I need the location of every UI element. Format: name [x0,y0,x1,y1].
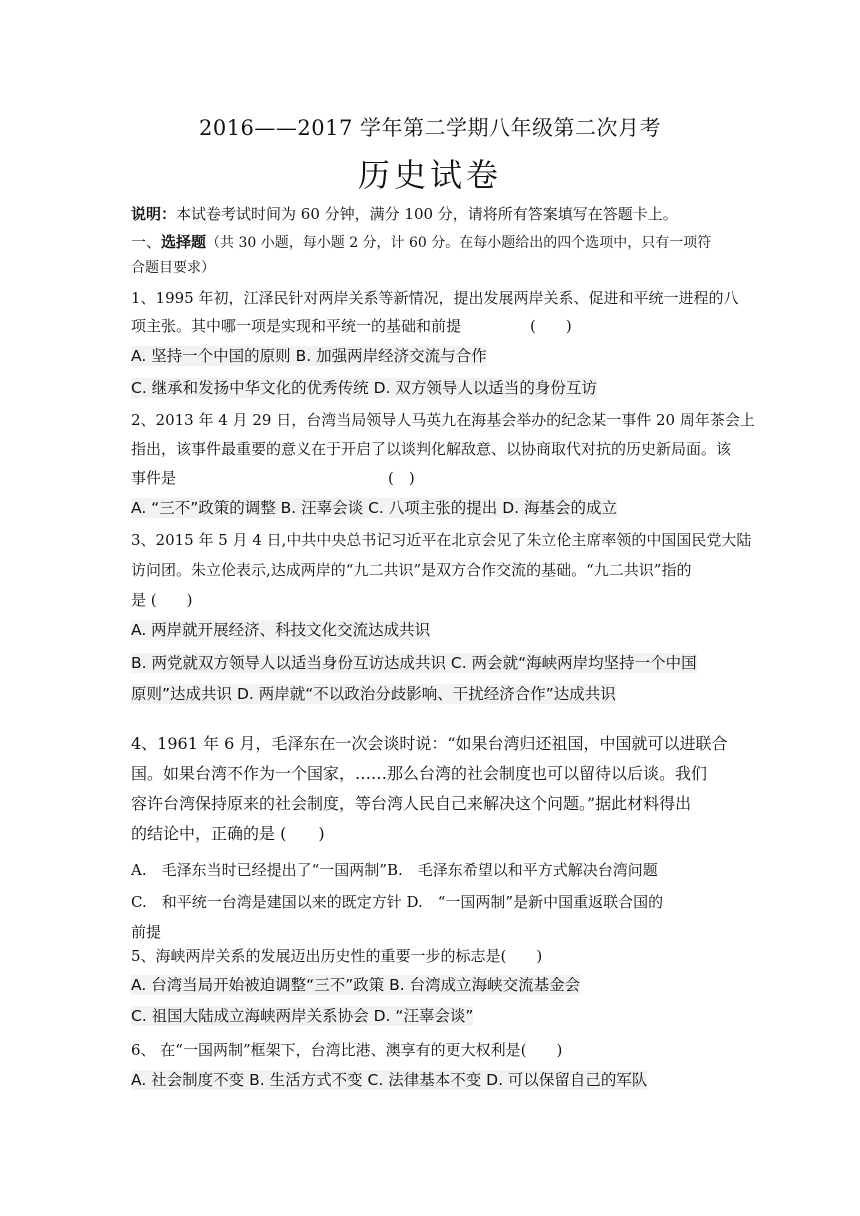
q3-line3: 是 ( ) [131,591,193,609]
exam-title: 2016——2017 学年第二学期八年级第二次月考 [198,116,662,140]
q4-line4: 的结论中，正确的是 ( ) [131,824,325,843]
q4-line2: 国。如果台湾不作为一个国家，……那么台湾的社会制度也可以留待以后谈。我们 [131,764,708,783]
q5-options-cd: C. 祖国大陆成立海峡两岸关系协会 D. “汪辜会谈” [131,1007,474,1025]
q4-options-cd-cont: 前提 [131,923,162,941]
q5-line1: 5、海峡两岸关系的发展迈出历史性的重要一步的标志是( ) [131,947,543,965]
section-heading-prefix: 一、 [131,233,162,251]
section-heading-rest: （共 30 小题，每小题 2 分，计 60 分。在每小题给出的四个选项中，只有一项符 [206,235,712,251]
q3-options-cd: 原则”达成共识 D. 两岸就“不以政治分歧影响、干扰经济合作”达成共识 [131,685,616,703]
q3-line1: 3、2015 年 5 月 4 日,中共中央总书记习近平在北京会见了朱立伦主席率领的中国国民党大陆 [131,531,752,549]
q4-options-ab: A. 毛泽东当时已经提出了“一国两制”B. 毛泽东希望以和平方式解决台湾问题 [131,861,658,879]
q1-answer-paren: ( ) [530,317,572,335]
q1-options-ab: A. 坚持一个中国的原则 B. 加强两岸经济交流与合作 [131,347,487,365]
q2-line2: 指出，该事件最重要的意义在于开启了以谈判化解敌意、以协商取代对抗的历史新局面。该 [131,440,732,458]
exam-subtitle: 历史试卷 [357,156,502,194]
note-label: 说明： [131,205,177,223]
section-heading-bold: 选择题 [161,233,207,251]
q6-options: A. 社会制度不变 B. 生活方式不变 C. 法律基本不变 D. 可以保留自己的军队 [131,1071,648,1089]
q6-line1: 6、 在“一国两制”框架下，台湾比港、澳享有的更大权利是( ) [131,1041,563,1059]
q2-line3: 事件是 [131,469,177,487]
q1-options-cd: C. 继承和发扬中华文化的优秀传统 D. 双方领导人以适当的身份互访 [131,379,597,397]
q3-options-bc: B. 两党就双方领导人以适当身份互访达成共识 C. 两会就“海峡两岸均坚持一个中国 [131,654,697,672]
q3-option-a: A. 两岸就开展经济、科技文化交流达成共识 [131,621,431,639]
note-text: 本试卷考试时间为 60 分钟，满分 100 分，请将所有答案填写在答题卡上。 [176,205,678,223]
q4-options-cd: C. 和平统一台湾是建国以来的既定方针 D. “一国两制”是新中国重返联合国的 [131,893,664,911]
q1-line2: 项主张。其中哪一项是实现和平统一的基础和前提 [131,317,462,335]
q4-line1: 4、1961 年 6 月，毛泽东在一次会谈时说：“如果台湾归还祖国，中国就可以进联合 [131,734,728,753]
q4-line3: 容许台湾保持原来的社会制度，等台湾人民自己来解决这个问题。”据此材料得出 [131,794,692,813]
q2-options: A. “三不”政策的调整 B. 汪辜会谈 C. 八项主张的提出 D. 海基会的成立 [131,499,617,517]
q1-line1: 1、1995 年初，江泽民针对两岸关系等新情况，提出发展两岸关系、促进和平统一进程的八 [131,289,739,307]
q2-line1: 2、2013 年 4 月 29 日，台湾当局领导人马英九在海基会举办的纪念某一事件 20 周年茶会上 [131,411,755,429]
exam-note [131,204,678,224]
q2-answer-paren: ( ) [388,469,415,487]
section-heading [131,232,711,253]
q5-options-ab: A. 台湾当局开始被迫调整“三不”政策 B. 台湾成立海峡交流基金会 [131,976,581,994]
q3-line2: 访问团。朱立伦表示,达成两岸的“九二共识”是双方合作交流的基础。“九二共识”指的 [131,561,692,579]
section-heading-line2: 合题目要求） [131,260,215,276]
